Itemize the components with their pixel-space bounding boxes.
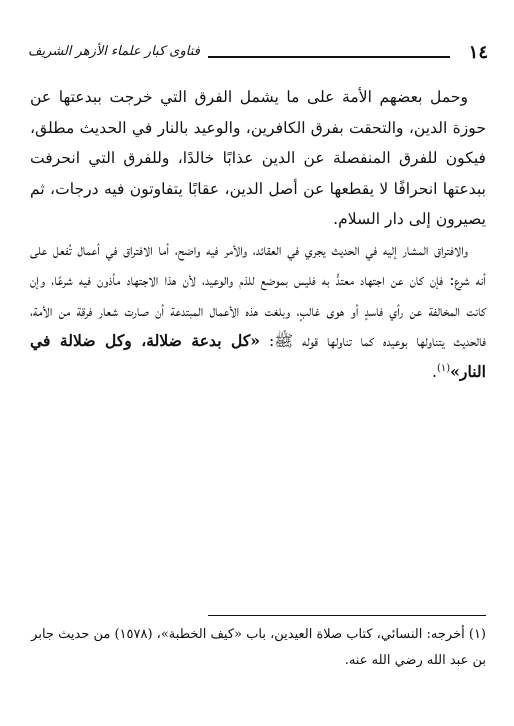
footnote-marker[interactable]: (١) bbox=[436, 362, 451, 374]
running-title: فتاوى كبار علماء الأزهر الشريف bbox=[28, 44, 200, 59]
paragraph-2-text: والافتراق المشار إليه في الحديث يجري في العقائد، والأمر فيه واضح، أما الافتراق في أعمال تُفعل على أنه شرع: فإن كان عن اجتهاد معتدٍّ به فليس بموضع للذم والوعيد، لأن هذا الاجتهاد مأذون فيه شرعًا، وإن كانت المخالفة عن رأي فاسدٍ أو هوى غالبٍ، وبلغت هذه الأعمال المبتدعة أن صارت شعار فرقة من الأمة، فالحديث يتناولها بوعيده كما تناولها قوله ﷺ: bbox=[30, 240, 486, 350]
page-number: ١٤ bbox=[468, 42, 488, 63]
paragraph-2 bbox=[30, 235, 486, 388]
paragraph-2-end: . bbox=[432, 362, 437, 381]
hadith-quote: «كل بدعة ضلالة، وكل ضلالة في النار» bbox=[30, 331, 486, 381]
footnotes bbox=[30, 622, 486, 674]
main-text bbox=[30, 82, 486, 387]
header-rule bbox=[208, 56, 450, 58]
page-header bbox=[28, 40, 488, 70]
footnote-separator bbox=[208, 615, 486, 616]
footnote-1: (١) أخرجه: النسائي، كتاب صلاة العيدين، باب «كيف الخطبة»، (١٥٧٨) من حديث جابر بن عبد الله رضي الله عنه. bbox=[31, 627, 486, 668]
paragraph-1: وحمل بعضهم الأمة على ما يشمل الفرق التي خرجت ببدعتها عن حوزة الدين، والتحقت بفرق الكافرين، والوعيد بالنار في الحديث مطلق، فيكون للفرق المنفصلة عن الدين عذابًا خالدًا، وللفرق التي انحرفت ببدعتها انحرافًا لا يقطعها عن أصل الدين، عقابًا يتفاوتون فيه درجات، ثم يصيرون إلى دار السلام. bbox=[30, 88, 486, 228]
